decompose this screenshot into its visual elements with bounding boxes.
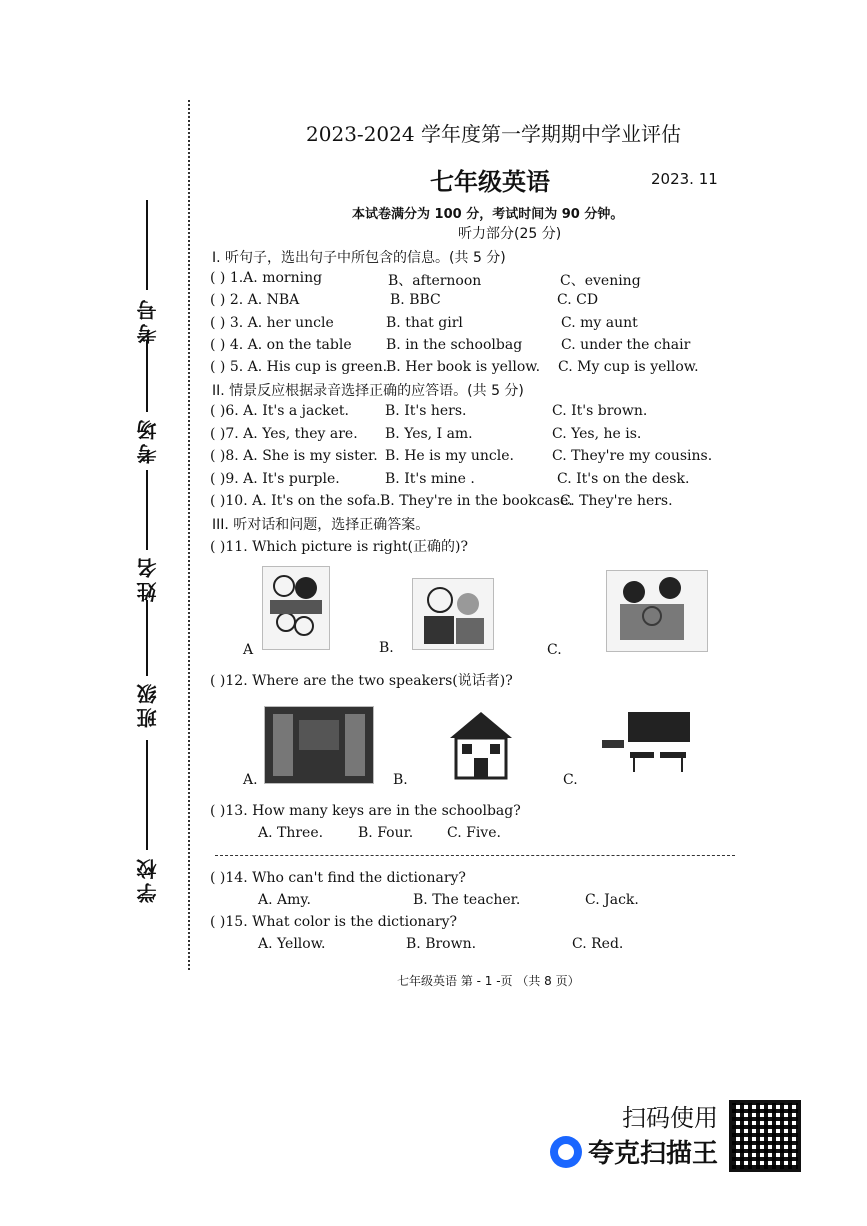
q6-option-b: B. It's hers. <box>385 403 467 419</box>
q8-option-c: C. They're my cousins. <box>552 448 713 464</box>
label-class: 班级 <box>136 680 160 728</box>
q2-stem: ( ) 2. A. NBA <box>210 292 300 308</box>
listening-part-title: 听力部分(25 分) <box>458 226 562 242</box>
q12-stem: ( )12. Where are the two speakers(说话者)? <box>210 673 513 689</box>
q3-option-b: B. that girl <box>386 315 463 331</box>
q12-label-c: C. <box>563 772 578 788</box>
fill-line-class <box>146 600 148 676</box>
q2-option-b: B. BBC <box>390 292 441 308</box>
q11-label-b: B. <box>379 640 394 656</box>
grandparents-icon <box>416 582 490 646</box>
q11-picture-c <box>606 570 708 652</box>
dashed-divider <box>215 855 735 856</box>
q12-label-b: B. <box>393 772 408 788</box>
q10-option-c: C. They're hers. <box>560 493 673 509</box>
q14-option-b: B. The teacher. <box>413 892 521 908</box>
q1-option-c: C、evening <box>560 273 641 289</box>
fill-line-exam-number <box>146 200 148 290</box>
brand-name: 夸克扫描王 <box>588 1139 719 1169</box>
q7-option-c: C. Yes, he is. <box>552 426 642 442</box>
scanner-brand <box>550 1133 718 1170</box>
q11-picture-b <box>412 578 494 650</box>
q13-stem: ( )13. How many keys are in the schoolbag? <box>210 803 521 819</box>
q8-stem: ( )8. A. She is my sister. <box>210 448 378 464</box>
label-school: 学校 <box>136 855 160 903</box>
q6-stem: ( )6. A. It's a jacket. <box>210 403 350 419</box>
library-icon <box>269 710 369 780</box>
q12-picture-c <box>600 710 694 774</box>
page-footer: 七年级英语 第 - 1 -页 （共 8 页） <box>397 974 580 988</box>
parents-child-icon <box>610 574 704 648</box>
qr-code-icon[interactable] <box>729 1100 801 1172</box>
exam-note: 本试卷满分为 100 分，考试时间为 90 分钟。 <box>352 207 624 222</box>
q11-stem: ( )11. Which picture is right(正确的)? <box>210 539 468 555</box>
q9-stem: ( )9. A. It's purple. <box>210 471 340 487</box>
q11-label-a: A <box>243 642 254 658</box>
quark-logo-icon <box>550 1136 582 1168</box>
q12-picture-b <box>444 708 518 782</box>
q13-option-a: A. Three. <box>258 825 324 841</box>
q10-stem: ( )10. A. It's on the sofa. <box>210 493 381 509</box>
q9-option-c: C. It's on the desk. <box>557 471 690 487</box>
fill-line-name <box>146 470 148 550</box>
q12-label-a: A. <box>243 772 258 788</box>
label-exam-number: 考号 <box>136 296 160 344</box>
section-1-title: I. 听句子，选出句子中所包含的信息。(共 5 分) <box>212 250 506 266</box>
q6-option-c: C. It's brown. <box>552 403 648 419</box>
exam-title: 2023-2024 学年度第一学期期中学业评估 <box>306 122 681 146</box>
scan-cta: 扫码使用 <box>622 1104 718 1132</box>
q1-stem: ( ) 1.A. morning <box>210 270 323 286</box>
binding-dotted-line <box>188 100 190 970</box>
q14-stem: ( )14. Who can't find the dictionary? <box>210 870 466 886</box>
q10-option-b: B. They're in the bookcase. <box>380 493 573 509</box>
q15-option-b: B. Brown. <box>406 936 477 952</box>
section-2-title: II. 情景反应根据录音选择正确的应答语。(共 5 分) <box>212 383 524 399</box>
q4-option-b: B. in the schoolbag <box>386 337 523 353</box>
subject-title: 七年级英语 <box>430 168 550 196</box>
house-icon <box>444 708 518 782</box>
q3-stem: ( ) 3. A. her uncle <box>210 315 334 331</box>
q13-option-b: B. Four. <box>358 825 414 841</box>
q14-option-a: A. Amy. <box>258 892 311 908</box>
q15-option-c: C. Red. <box>572 936 624 952</box>
label-name: 姓名 <box>136 554 160 602</box>
q5-option-c: C. My cup is yellow. <box>558 359 699 375</box>
classroom-icon <box>600 710 694 774</box>
q4-stem: ( ) 4. A. on the table <box>210 337 352 353</box>
q13-option-c: C. Five. <box>447 825 501 841</box>
exam-date: 2023. 11 <box>651 170 718 188</box>
q11-picture-a <box>262 566 330 650</box>
label-exam-room: 考场 <box>136 416 160 464</box>
q2-option-c: C. CD <box>557 292 599 308</box>
q1-option-b: B、afternoon <box>388 273 482 289</box>
section-3-title: III. 听对话和问题，选择正确答案。 <box>212 517 430 533</box>
q5-stem: ( ) 5. A. His cup is green. <box>210 359 388 375</box>
q11-label-c: C. <box>547 642 562 658</box>
q9-option-b: B. It's mine . <box>385 471 475 487</box>
q7-option-b: B. Yes, I am. <box>385 426 473 442</box>
q4-option-c: C. under the chair <box>561 337 691 353</box>
q15-option-a: A. Yellow. <box>258 936 326 952</box>
q3-option-c: C. my aunt <box>561 315 638 331</box>
q12-picture-a <box>264 706 374 784</box>
q8-option-b: B. He is my uncle. <box>385 448 514 464</box>
fill-line-exam-room <box>146 340 148 412</box>
q5-option-b: B. Her book is yellow. <box>386 359 541 375</box>
q7-stem: ( )7. A. Yes, they are. <box>210 426 358 442</box>
q15-stem: ( )15. What color is the dictionary? <box>210 914 458 930</box>
fill-line-school <box>146 740 148 850</box>
family-icon <box>266 570 326 646</box>
q14-option-c: C. Jack. <box>585 892 639 908</box>
